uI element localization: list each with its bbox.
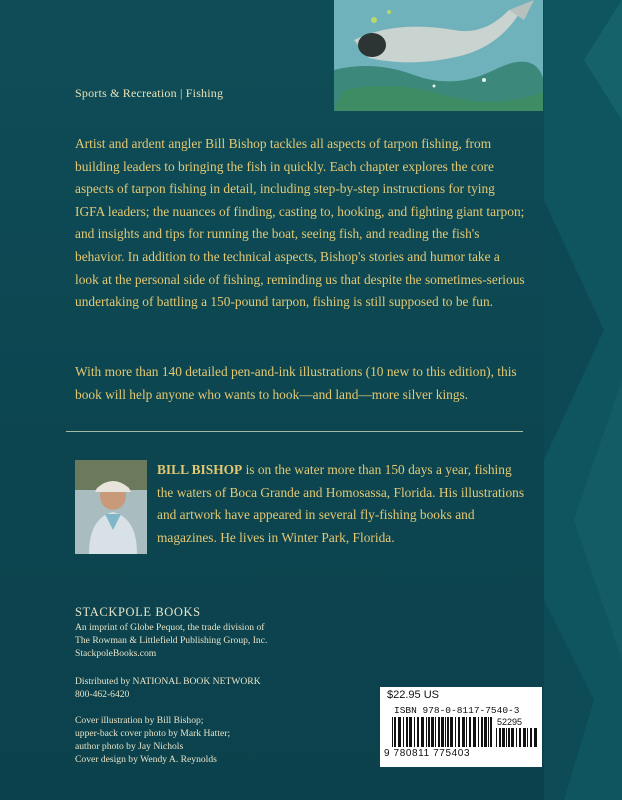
distribution-block [75,675,261,701]
barcode-bar [481,717,483,747]
barcode-bar [496,728,497,747]
barcode-bar [516,728,517,747]
distributor-line: Distributed by NATIONAL BOOK NETWORK [75,676,261,687]
publisher-url: StackpoleBooks.com [75,648,157,659]
barcode-bar [447,717,449,747]
barcode-bar [534,728,537,747]
isbn-barcode [392,717,492,747]
author-name: BILL BISHOP [157,462,243,477]
price: $22.95 US [387,689,439,701]
barcode-bar [394,717,396,747]
barcode-bar [506,728,507,747]
tarpon-photo [334,0,543,111]
author-bio-text: is on the water more than 150 days a year, fishing the waters of Boca Grande and Homosassa, Florida. His illustrations and artwork have appeared in several fly-fishing books and magazines. He lives in Winter Park, Florida. [157,462,525,545]
barcode-bar [428,717,430,747]
divider [66,431,523,432]
barcode-bar [414,717,415,747]
barcode-bar [490,717,492,747]
description-paragraph-1: Artist and ardent angler Bill Bishop tackles all aspects of tarpon fishing, from building leaders to bringing the fish in quickly. Each chapter explores the core aspects of tarpon fishing in detail, including step-by-step instructions for tying IGFA leaders; the nuances of finding, casting to, hooking, and fighting giant tarpon; and insights and tips for running the boat, seeing fish, and reading the fish's behavior. In addition to the technical aspects, Bishop's stories and humor take a look at the personal side of fishing, reminding us that despite the sometimes-serious undertaking of battling a 150-pound tarpon, fishing is still supposed to be fun. [75,136,525,310]
author-photo [75,460,147,554]
barcode-bar [511,728,514,747]
barcode-bar [478,717,479,747]
price-code: 52295 [497,717,523,727]
barcode-bar [527,728,528,747]
barcode-bar [519,728,521,747]
barcode-bar [508,728,510,747]
barcode-bar [445,717,446,747]
barcode-bar [421,717,424,747]
category-label: Sports & Recreation | Fishing [75,86,224,100]
credit-line: author photo by Jay Nichols [75,741,184,752]
barcode-bar [438,717,440,747]
spine-pattern [544,0,622,800]
barcode-bar [406,717,408,747]
barcode-bar [462,717,465,747]
publisher-line-1: An imprint of Globe Pequot, the trade division of [75,622,265,633]
credit-line: upper-back cover photo by Mark Hatter; [75,728,231,739]
barcode-bar [426,717,427,747]
publisher-line-2: The Rowman & Littlefield Publishing Group, Inc. [75,635,268,646]
barcode-bar [403,717,404,747]
barcode-bar [499,728,501,747]
barcode-bar [473,717,476,747]
description-paragraph-2: With more than 140 detailed pen-and-ink illustrations (10 new to this edition), this book will help anyone who wants to hook—and land—more silver kings. [75,364,517,402]
isbn-text: ISBN 978-0-8117-7540-3 [394,705,520,716]
barcode-label [380,687,542,767]
barcode-bar [417,717,419,747]
barcode-bar [392,717,393,747]
price-barcode [496,728,538,752]
barcode-bar [409,717,412,747]
barcode-bar [455,717,456,747]
credit-line: Cover illustration by Bill Bishop; [75,715,204,726]
barcode-bar [458,717,460,747]
barcode-bar [466,717,467,747]
barcode-bar [502,728,505,747]
author-bio [157,459,527,549]
barcode-bar [431,717,434,747]
barcode-bar [484,717,487,747]
credits-block [75,714,230,766]
barcode-digits: 9 780811 775403 [384,748,471,759]
barcode-bar [398,717,401,747]
barcode-bar [441,717,444,747]
barcode-bar [435,717,436,747]
barcode-bar [469,717,471,747]
credit-line: Cover design by Wendy A. Reynolds [75,754,217,765]
publisher-block [75,605,267,660]
barcode-bar [530,728,532,747]
barcode-bar [523,728,526,747]
barcode-bar [450,717,453,747]
barcode-bar [488,717,489,747]
distributor-phone: 800-462-6420 [75,689,130,700]
publisher-name: STACKPOLE BOOKS [75,605,201,619]
